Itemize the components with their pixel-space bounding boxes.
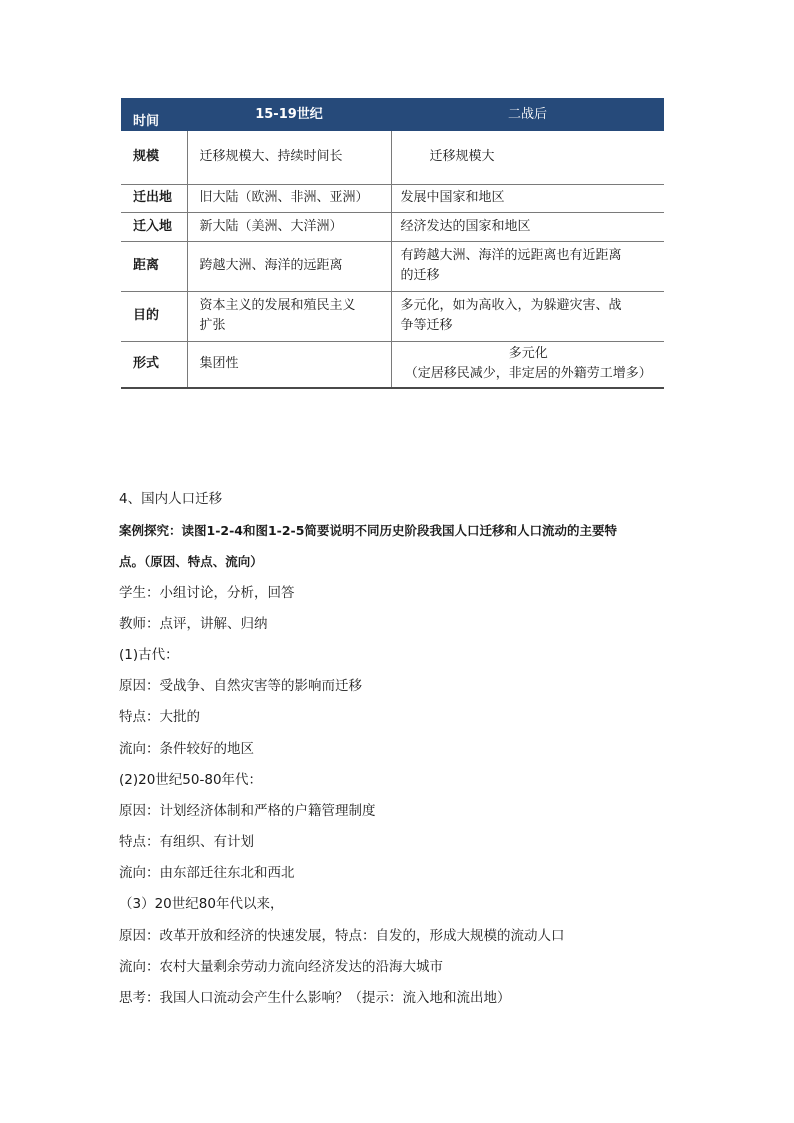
cell-text: 迁移规模大 bbox=[429, 149, 495, 165]
feature-line: 特点：大批的 bbox=[119, 709, 200, 726]
table-row bbox=[121, 131, 664, 184]
cell-15-19 bbox=[187, 291, 391, 341]
cell-15-19 bbox=[187, 131, 391, 184]
teacher-line: 教师：点评，讲解、归纳 bbox=[119, 615, 268, 632]
feature-line: 特点：有组织、有计划 bbox=[119, 834, 254, 851]
period-since-80: （3）20世纪80年代以来， bbox=[119, 896, 284, 913]
cell-post-war bbox=[391, 291, 664, 341]
row-label: 目的 bbox=[121, 291, 187, 341]
cell-text-line: 有跨越大洲、海洋的远距离也有近距离 bbox=[400, 248, 622, 263]
cell-15-19 bbox=[187, 241, 391, 291]
cell-text-line: 资本主义的发展和殖民主义 bbox=[199, 298, 356, 313]
row-label: 迁入地 bbox=[121, 212, 187, 241]
header-time: 时间 bbox=[121, 98, 187, 131]
migration-comparison-table bbox=[121, 98, 664, 389]
direction-line: 流向：条件较好的地区 bbox=[119, 740, 254, 757]
cell-text-line: 多元化，如为高收入，为躲避灾害、战 bbox=[400, 298, 622, 313]
reason-feature-line: 原因：改革开放和经济的快速发展，特点：自发的，形成大规模的流动人口 bbox=[119, 927, 565, 944]
cell-15-19 bbox=[187, 184, 391, 212]
cell-text: 旧大陆（欧洲、非洲、亚洲） bbox=[199, 190, 369, 205]
row-label: 规模 bbox=[121, 131, 187, 184]
row-label: 距离 bbox=[121, 241, 187, 291]
cell-text: 集团性 bbox=[199, 356, 239, 372]
cell-text-line: 多元化 bbox=[508, 346, 548, 362]
period-ancient: (1)古代： bbox=[119, 646, 179, 663]
cell-15-19 bbox=[187, 212, 391, 241]
row-label: 迁出地 bbox=[121, 184, 187, 212]
cell-text: 经济发达的国家和地区 bbox=[400, 218, 531, 234]
case-study-prompt-cont: 点。（原因、特点、流向） bbox=[119, 554, 263, 570]
header-15-19-century: 15-19世纪 bbox=[187, 98, 391, 131]
thinking-question: 思考：我国人口流动会产生什么影响？（提示：流入地和流出地） bbox=[119, 990, 511, 1006]
lesson-body bbox=[119, 484, 699, 1014]
cell-text-line: 争等迁移 bbox=[400, 318, 453, 333]
table-row bbox=[121, 341, 664, 388]
reason-line: 原因：计划经济体制和严格的户籍管理制度 bbox=[119, 802, 376, 819]
direction-line: 流向：由东部迁往东北和西北 bbox=[119, 865, 295, 882]
section-heading: 4、国内人口迁移 bbox=[119, 491, 223, 507]
table-row bbox=[121, 184, 664, 212]
cell-text-line: 扩张 bbox=[199, 318, 226, 333]
table-header-row bbox=[121, 98, 664, 131]
row-label: 形式 bbox=[121, 341, 187, 388]
cell-post-war bbox=[391, 184, 664, 212]
header-post-war: 二战后 bbox=[391, 98, 664, 131]
cell-text: 新大陆（美洲、大洋洲） bbox=[199, 218, 343, 234]
cell-text: 跨越大洲、海洋的远距离 bbox=[199, 258, 343, 273]
case-study-prompt: 案例探究：读图1-2-4和图1-2-5简要说明不同历史阶段我国人口迁移和人口流动的主要特 bbox=[119, 523, 617, 539]
student-line: 学生：小组讨论，分析，回答 bbox=[119, 584, 295, 601]
table-row bbox=[121, 291, 664, 341]
cell-post-war bbox=[391, 341, 664, 388]
table-row bbox=[121, 212, 664, 241]
cell-text: 迁移规模大、持续时间长 bbox=[199, 149, 343, 165]
cell-post-war bbox=[391, 131, 664, 184]
cell-post-war bbox=[391, 241, 664, 291]
reason-line: 原因：受战争、自然灾害等的影响而迁移 bbox=[119, 678, 362, 695]
direction-line: 流向：农村大量剩余劳动力流向经济发达的沿海大城市 bbox=[119, 958, 443, 975]
period-50-80: (2)20世纪50-80年代： bbox=[119, 771, 263, 788]
cell-text: 发展中国家和地区 bbox=[400, 190, 505, 205]
table-row bbox=[121, 241, 664, 291]
cell-text-line: 的迁移 bbox=[400, 268, 440, 283]
cell-text-line: （定居移民减少，非定居的外籍劳工增多） bbox=[404, 366, 652, 382]
cell-post-war bbox=[391, 212, 664, 241]
cell-15-19 bbox=[187, 341, 391, 388]
